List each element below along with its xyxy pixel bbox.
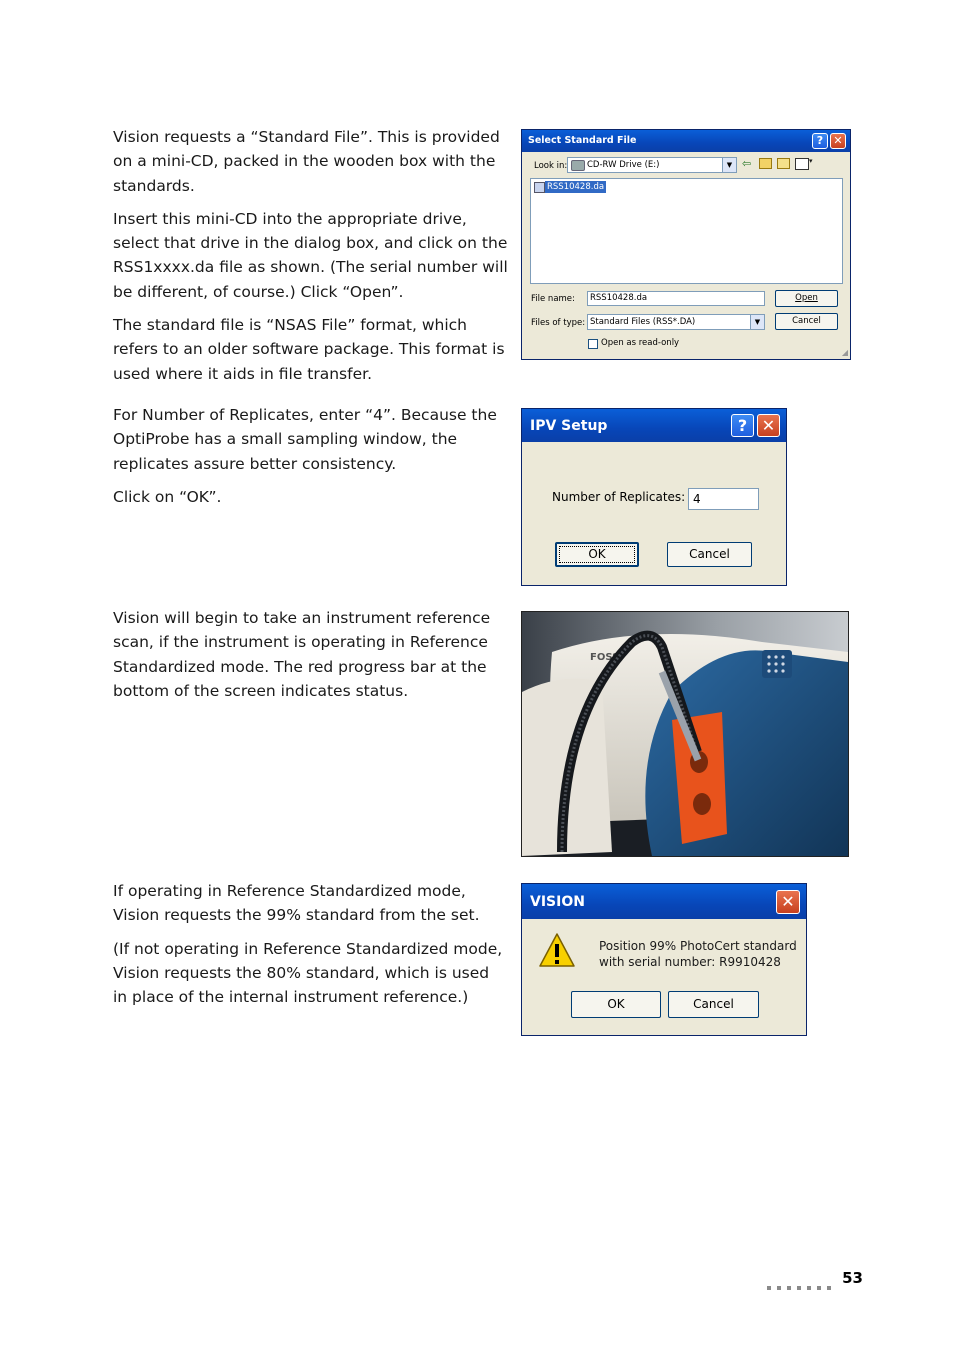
new-folder-icon[interactable] bbox=[777, 158, 790, 169]
paragraph: For Number of Replicates, enter “4”. Because the OptiProbe has a small sampling window, the replicates assure better consistency. bbox=[113, 406, 497, 473]
ok-button[interactable]: OK bbox=[555, 542, 639, 567]
paragraph: The standard file is “NSAS File” format, which refers to an older software package. This format is used where it aids in file transfer. bbox=[113, 316, 505, 383]
close-button[interactable] bbox=[757, 414, 780, 437]
chevron-down-icon[interactable]: ▼ bbox=[750, 315, 764, 329]
ok-button[interactable]: OK bbox=[571, 991, 661, 1018]
paragraph: (If not operating in Reference Standardized mode, Vision requests the 80% standard, which is used in place of the internal instrument reference.) bbox=[113, 939, 503, 1007]
page-number: 53 bbox=[842, 1269, 863, 1287]
instrument-photo-svg bbox=[522, 612, 848, 856]
view-menu-icon[interactable] bbox=[795, 158, 809, 170]
paragraph: Click on “OK”. bbox=[113, 487, 222, 506]
message-line: with serial number: R9910428 bbox=[599, 955, 781, 969]
file-icon bbox=[534, 182, 545, 193]
question-icon: ? bbox=[816, 134, 824, 147]
message-line: Position 99% PhotoCert standard bbox=[599, 939, 797, 953]
warning-icon bbox=[538, 932, 576, 970]
files-of-type-label: Files of type: bbox=[531, 318, 586, 328]
cancel-button[interactable]: Cancel bbox=[667, 542, 752, 567]
file-name-label: File name: bbox=[531, 294, 575, 304]
ipv-setup-dialog bbox=[521, 408, 787, 586]
cancel-button[interactable]: Cancel bbox=[775, 313, 838, 330]
cancel-button[interactable]: Cancel bbox=[668, 991, 759, 1018]
file-name-value: RSS10428.da bbox=[590, 293, 648, 303]
dialog-title: Select Standard File bbox=[528, 135, 637, 146]
dialog-title: VISION bbox=[530, 894, 585, 910]
section-replicates-text bbox=[113, 403, 508, 518]
cd-drive-icon bbox=[571, 160, 585, 171]
close-icon: ✕ bbox=[833, 134, 843, 147]
close-button[interactable] bbox=[776, 890, 800, 914]
look-in-select[interactable] bbox=[567, 157, 737, 173]
help-button[interactable] bbox=[812, 133, 828, 149]
file-list[interactable] bbox=[530, 178, 843, 284]
paragraph: Vision will begin to take an instrument reference scan, if the instrument is operating in Reference Standardized mode. The red progress bar at the bottom of the screen indicates status. bbox=[113, 609, 491, 700]
section-reference-scan-text bbox=[113, 606, 508, 712]
title-bar bbox=[522, 884, 806, 919]
replicates-label: Number of Replicates: bbox=[552, 490, 686, 504]
help-button[interactable] bbox=[731, 414, 754, 437]
question-icon: ? bbox=[737, 416, 748, 435]
paragraph: If operating in Reference Standardized mode, Vision requests the 99% standard from the set. bbox=[113, 882, 480, 925]
replicates-value: 4 bbox=[693, 492, 701, 506]
brand-logo: FOSS bbox=[590, 652, 620, 663]
open-button[interactable]: Open bbox=[775, 290, 838, 307]
files-of-type-value: Standard Files (RSS*.DA) bbox=[590, 317, 696, 327]
page-dots-decoration bbox=[767, 1277, 837, 1296]
dialog-title: IPV Setup bbox=[530, 418, 608, 434]
back-arrow-icon[interactable]: ⇦ bbox=[742, 157, 752, 170]
files-of-type-select[interactable] bbox=[587, 314, 765, 330]
resize-grip-icon[interactable]: ◢ bbox=[841, 348, 848, 357]
select-standard-file-dialog bbox=[521, 129, 851, 360]
readonly-label: Open as read-only bbox=[601, 338, 680, 348]
view-dropdown-icon[interactable]: ▾ bbox=[809, 157, 813, 165]
chevron-down-icon[interactable]: ▼ bbox=[722, 158, 736, 172]
replicates-input[interactable] bbox=[688, 488, 759, 510]
section-standard-file-text bbox=[113, 125, 508, 395]
close-icon: ✕ bbox=[781, 892, 795, 911]
file-item-label: RSS10428.da bbox=[547, 182, 605, 192]
paragraph: Vision requests a “Standard File”. This is provided on a mini-CD, packed in the wooden box with the standards. bbox=[113, 128, 500, 195]
look-in-label: Look in: bbox=[534, 161, 568, 171]
instrument-photo bbox=[521, 611, 849, 857]
look-in-value: CD-RW Drive (E:) bbox=[587, 160, 660, 170]
close-icon: ✕ bbox=[761, 416, 776, 435]
file-name-input[interactable] bbox=[587, 291, 765, 306]
paragraph: Insert this mini-CD into the appropriate drive, select that drive in the dialog box, and click on the RSS1xxxx.da file as shown. (The serial number will be different, of course.) Click “Open”. bbox=[113, 209, 508, 301]
up-folder-icon[interactable] bbox=[759, 158, 772, 169]
section-99-standard-text bbox=[113, 879, 508, 1018]
title-bar bbox=[522, 130, 850, 152]
vision-dialog bbox=[521, 883, 807, 1036]
readonly-checkbox[interactable] bbox=[588, 339, 598, 349]
message-text bbox=[599, 938, 797, 970]
title-bar bbox=[522, 409, 786, 442]
close-button[interactable] bbox=[830, 133, 846, 149]
